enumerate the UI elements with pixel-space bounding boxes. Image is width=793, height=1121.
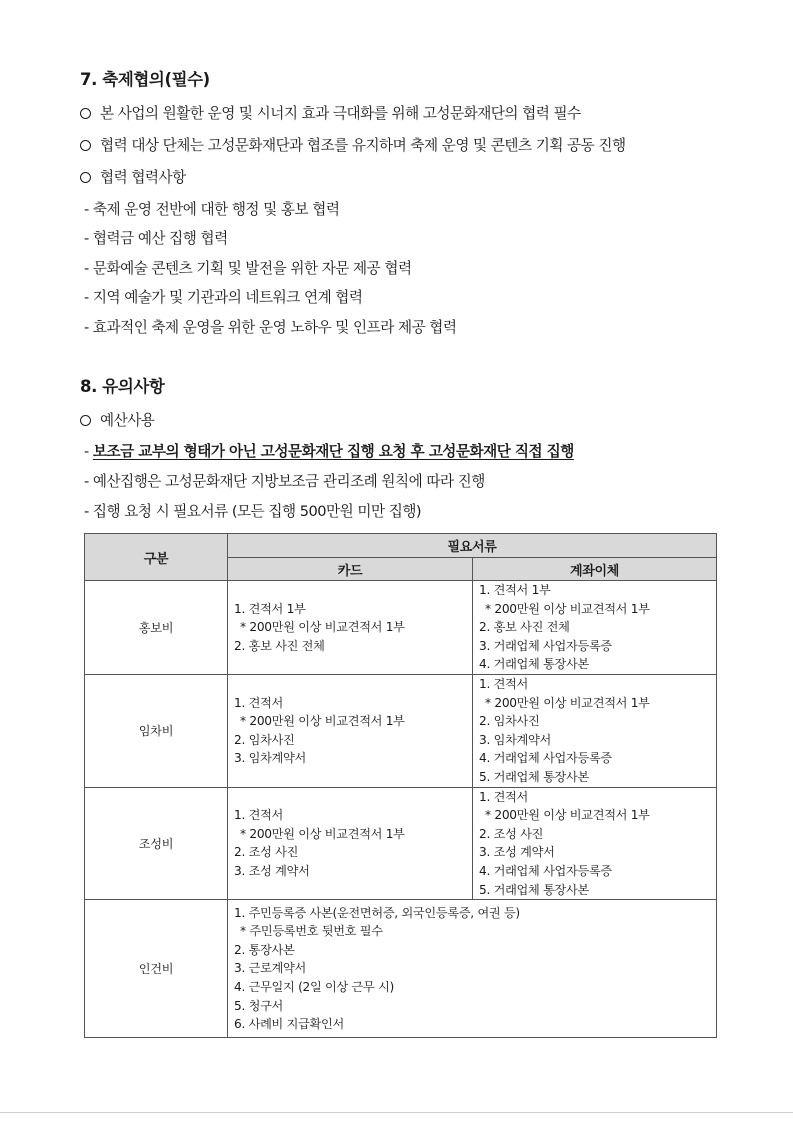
- circle-bullet-icon: [80, 108, 91, 119]
- header-required-docs: 필요서류: [228, 534, 717, 558]
- cooperation-item: - 지역 예술가 및 기관과의 네트워크 연계 협력: [84, 289, 363, 306]
- circle-bullet-icon: [80, 172, 91, 183]
- transfer-docs-cell: 1. 견적서 * 200만원 이상 비교견적서 1부 2. 조성 사진 3. 조성 계약서 4. 거래업체 사업자등록증 5. 거래업체 통장사본: [473, 787, 717, 900]
- bottom-divider: [0, 1112, 793, 1113]
- header-card: 카드: [228, 558, 473, 581]
- category-cell: 인건비: [85, 900, 228, 1038]
- category-cell: 임차비: [85, 675, 228, 788]
- labor-docs-cell: 1. 주민등록증 사본(운전면허증, 외국인등록증, 여권 등) * 주민등록번호 뒷번호 필수 2. 통장사본 3. 근로계약서 4. 근무일지 (2일 이상 근무 시) 5. 청구서 6. 사례비 지급확인서: [228, 900, 717, 1038]
- transfer-docs-cell: 1. 견적서 1부 * 200만원 이상 비교견적서 1부 2. 홍보 사진 전체 3. 거래업체 사업자등록증 4. 거래업체 통장사본: [473, 581, 717, 675]
- card-docs-cell: 1. 견적서 * 200만원 이상 비교견적서 1부 2. 조성 사진 3. 조성 계약서: [228, 787, 473, 900]
- table-row: [85, 581, 717, 675]
- header-category: 구분: [85, 534, 228, 581]
- circle-bullet-icon: [80, 140, 91, 151]
- section-8-bullet: 예산사용: [80, 409, 154, 430]
- category-cell: 홍보비: [85, 581, 228, 675]
- required-documents-table: [84, 533, 717, 1038]
- table-row: [85, 787, 717, 900]
- section-8-title: 8. 유의사항: [80, 377, 165, 396]
- card-docs-cell: 1. 견적서 1부 * 200만원 이상 비교견적서 1부 2. 홍보 사진 전체: [228, 581, 473, 675]
- card-docs-cell: 1. 견적서 * 200만원 이상 비교견적서 1부 2. 임차사진 3. 임차계약서: [228, 675, 473, 788]
- section-7-bullet: 본 사업의 원활한 운영 및 시너지 효과 극대화를 위해 고성문화재단의 협력 필수: [80, 102, 581, 123]
- notice-item: - 집행 요청 시 필요서류 (모든 집행 500만원 미만 집행): [84, 503, 422, 520]
- table-row: [85, 900, 717, 1038]
- cooperation-item: - 문화예술 콘텐츠 기획 및 발전을 위한 자문 제공 협력: [84, 260, 412, 277]
- notice-item-emphasis: - 보조금 교부의 형태가 아닌 고성문화재단 집행 요청 후 고성문화재단 직접 집행: [84, 443, 574, 460]
- transfer-docs-cell: 1. 견적서 * 200만원 이상 비교견적서 1부 2. 임차사진 3. 임차계약서 4. 거래업체 사업자등록증 5. 거래업체 통장사본: [473, 675, 717, 788]
- category-cell: 조성비: [85, 787, 228, 900]
- section-7-bullet: 협력 협력사항: [80, 166, 186, 187]
- cooperation-item: - 축제 운영 전반에 대한 행정 및 홍보 협력: [84, 201, 340, 218]
- table-row: [85, 675, 717, 788]
- section-7-bullet: 협력 대상 단체는 고성문화재단과 협조를 유지하며 축제 운영 및 콘텐츠 기획 공동 진행: [80, 134, 626, 155]
- section-7-title: 7. 축제협의(필수): [80, 70, 210, 89]
- circle-bullet-icon: [80, 415, 91, 426]
- cooperation-item: - 효과적인 축제 운영을 위한 운영 노하우 및 인프라 제공 협력: [84, 319, 457, 336]
- notice-item: - 예산집행은 고성문화재단 지방보조금 관리조례 원칙에 따라 진행: [84, 473, 485, 490]
- header-transfer: 계좌이체: [473, 558, 717, 581]
- cooperation-item: - 협력금 예산 집행 협력: [84, 230, 228, 247]
